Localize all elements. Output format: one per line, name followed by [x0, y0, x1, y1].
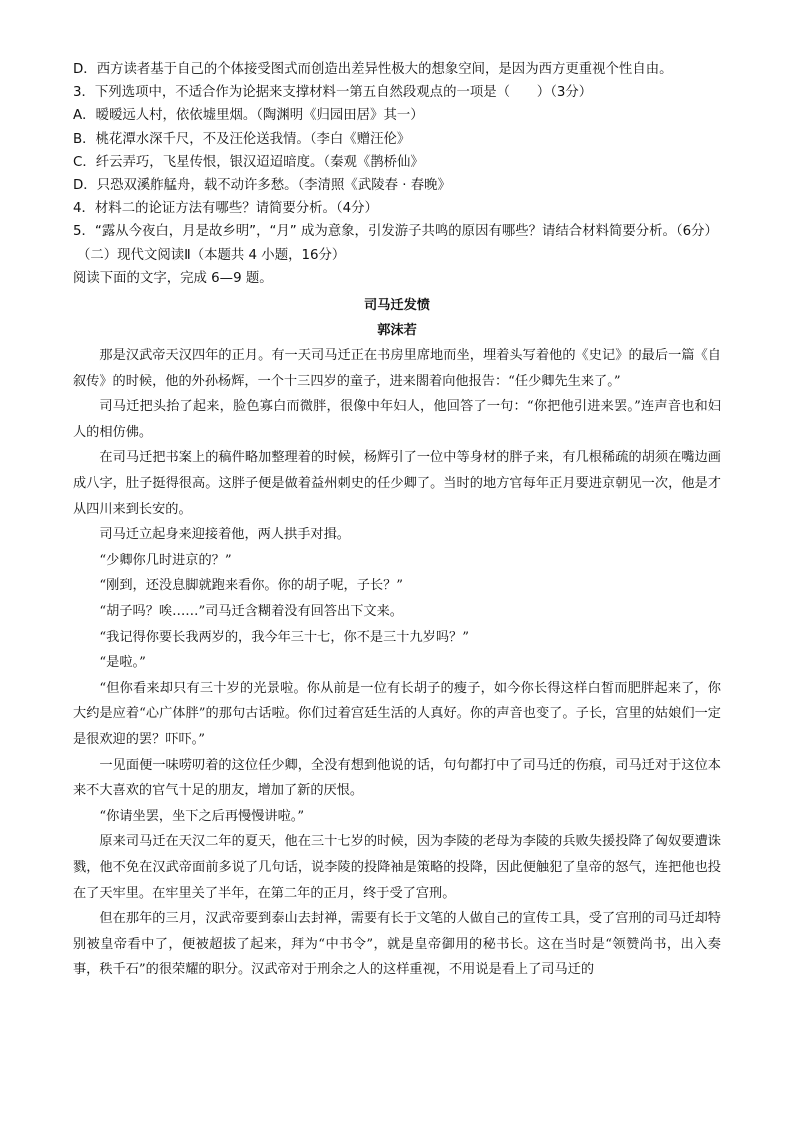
question-4: 4．材料二的论证方法有哪些？请简要分析。（4分）	[73, 201, 378, 217]
paragraph: “胡子吗？唉……”司马迁含糊着没有回答出下文来。	[99, 603, 403, 619]
paragraph: “但你看来却只有三十岁的光景啦。你从前是一位有长胡子的瘦子，如今你长得这样白皙而肥胖起来了，你大约是应着“心广体胖”的那句古话啦。你们过着宫廷生活的人真好。你的声音也变了。子长，宫里的姑娘们一定是很欢迎的罢？吓吓。”	[73, 680, 721, 747]
option-b-q3: B．桃花潭水深千尺，不及汪伦送我情。（李白《赠汪伦》	[73, 131, 411, 147]
reading-instruction: 阅读下面的文字，完成 6—9 题。	[73, 270, 273, 286]
question-3: 3．下列选项中，不适合作为论据来支撑材料一第五自然段观点的一项是（ ）（3分）	[73, 85, 593, 101]
paragraph: 那是汉武帝天汉四年的正月。有一天司马迁正在书房里席地而坐，埋着头写着他的《史记》的最后一篇《自叙传》的时候，他的外孙杨辉，一个十三四岁的童子，进来閤着向他报告：“任少卿先生来了。”	[73, 348, 721, 389]
paragraph: “我记得你要长我两岁的，我今年三十七，你不是三十九岁吗？”	[99, 629, 469, 645]
paragraph: “你请坐罢，坐下之后再慢慢讲啦。”	[99, 808, 305, 824]
paragraph: “少卿你几时进京的？”	[99, 552, 232, 568]
paragraph: 在司马迁把书案上的稿件略加整理着的时候，杨辉引了一位中等身材的胖子来，有几根稀疏的胡须在嘴边画成八字，肚子挺得很高。这胖子便是做着益州刺史的任少卿了。当时的地方官每年正月要进京朝见一次，他是才从四川来到长安的。	[73, 450, 721, 517]
paragraph: 一见面便一味唠叨着的这位任少卿，全没有想到他说的话，句句都打中了司马迁的伤痕，司马迁对于这位本来不大喜欢的官气十足的朋友，增加了新的厌恨。	[73, 757, 721, 799]
option-c-q3: C．纤云弄巧，飞星传恨，银汉迢迢暗度。（秦观《鹊桥仙》	[73, 154, 424, 170]
paragraph: 司马迁立起身来迎接着他，两人拱手对揖。	[99, 527, 350, 543]
paragraph: “刚到，还没息脚就跑来看你。你的胡子呢，子长？”	[99, 578, 403, 594]
paragraph: 司马迁把头抬了起来，脸色寡白而微胖，很像中年妇人，他回答了一句：“你把他引进来罢。”连声音也和妇人的相仿佛。	[73, 399, 721, 440]
exam-page	[73, 58, 721, 983]
section-heading: （二）现代文阅读Ⅱ（本题共 4 小题，16分）	[77, 247, 346, 263]
paragraph: 原来司马迁在天汉二年的夏天，他在三十七岁的时候，因为李陵的老母为李陵的兵败失援投降了匈奴要遭诛戮，他不免在汉武帝面前多说了几句话，说李陵的投降袖是策略的投降，因此便触犯了皇帝的怒气，连把他也投在了天牢里。在牢里关了半年，在第二年的正月，终于受了宫刑。	[73, 834, 721, 901]
option-d-q2: D．西方读者基于自己的个体接受图式而创造出差异性极大的想象空间，是因为西方更重视个性自由。	[73, 62, 673, 77]
question-5: 5．“露从今夜白，月是故乡明”，“月” 成为意象，引发游子共鸣的原因有哪些？请结合材料简要分析。（6分）	[73, 224, 718, 240]
option-d-q3: D．只恐双溪舴艋舟，载不动许多愁。（李清照《武陵春 · 春晚》	[73, 178, 451, 194]
article-author: 郭沫若	[377, 323, 417, 339]
article	[73, 293, 721, 983]
paragraph: 但在那年的三月，汉武帝要到泰山去封禅，需要有长于文笔的人做自己的宣传工具，受了宫刑的司马迁却特别被皇帝看中了，便被超拔了起来，拜为“中书令”，就是皇帝御用的秘书长。这在当时是“领赞尚书，出入奏事，秩千石”的很荣耀的职分。汉武帝对于刑余之人的这样重视，不用说是看上了司马迁的	[73, 911, 721, 978]
paragraph: “是啦。”	[99, 655, 146, 671]
option-a-q3: A．暧暧远人村，依依墟里烟。（陶渊明《归园田居》其一）	[73, 108, 424, 124]
article-title: 司马迁发愤	[364, 298, 430, 314]
